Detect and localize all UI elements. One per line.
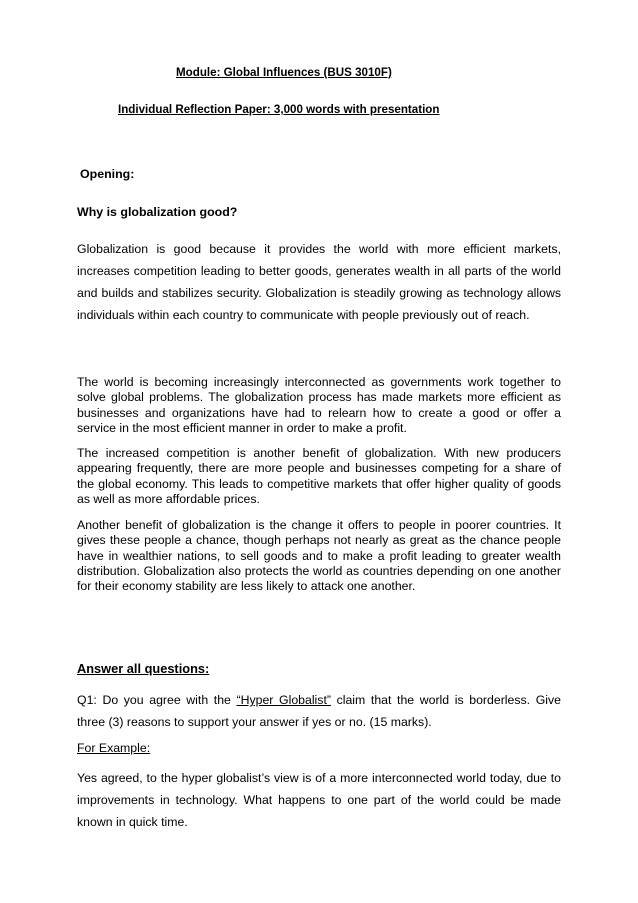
- paragraph-poorer-countries: Another benefit of globalization is the change it offers to people in poorer countries. It gives these people a chance, though perhaps not nearly as great as the chance people have in wealthier nations, to sell goods and to make a profit leading to greater wealth distribution. Globalization also protects the world as countries depending on one another for their economy stability are less likely to attack one another.: [77, 518, 561, 594]
- paragraph-intro: Globalization is good because it provides the world with more efficient markets, increases competition leading to better goods, generates wealth in all parts of the world and builds and stabilizes security. Globalization is steadily growing as technology allows individuals within each country to communicate with people previously out of reach.: [77, 242, 561, 322]
- question-1-suffix: claim that the world is borderless. Give three (3) reasons to support your answer if yes or no. (15 marks).: [77, 693, 561, 729]
- example-label: For Example:: [77, 741, 151, 755]
- module-title: Module: Global Influences (BUS 3010F): [176, 66, 392, 79]
- paragraph-competition: The increased competition is another benefit of globalization. With new producers appearing frequently, there are more people and businesses competing for a share of the global economy. This leads to competitive markets that offer higher quality of goods as well as more affordable prices.: [77, 446, 561, 506]
- paper-title: Individual Reflection Paper: 3,000 words with presentation: [118, 103, 440, 116]
- question-1: [77, 689, 561, 733]
- question-heading: Why is globalization good?: [77, 205, 238, 219]
- opening-label: Opening:: [80, 167, 135, 181]
- question-1-prefix: Q1: Do you agree with the: [77, 693, 237, 707]
- paragraph-interconnected: The world is becoming increasingly interconnected as governments work together to solve global problems. The globalization process has made markets more efficient as businesses and organizations have had to relearn how to create a good or offer a service in the most efficient manner in order to make a profit.: [77, 375, 561, 435]
- example-answer: Yes agreed, to the hyper globalist’s view is of a more interconnected world today, due to improvements in technology. What happens to one part of the world could be made known in quick time.: [77, 771, 561, 829]
- hyper-globalist-quote: “Hyper Globalist”: [236, 693, 331, 707]
- answer-all-heading: Answer all questions:: [77, 661, 210, 676]
